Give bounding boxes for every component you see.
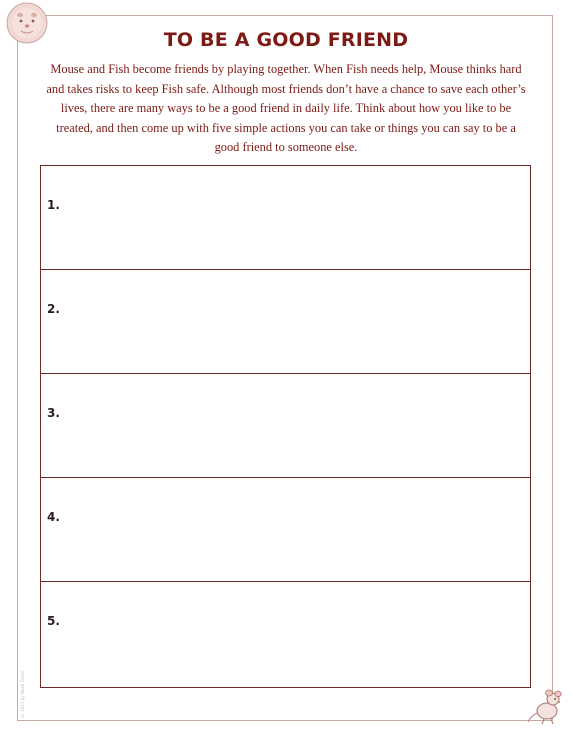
page-title: TO BE A GOOD FRIEND — [163, 29, 409, 51]
answer-number: 5. — [47, 614, 60, 628]
answer-space-5[interactable] — [69, 588, 524, 681]
answer-space-3[interactable] — [69, 380, 524, 471]
answer-number: 2. — [47, 302, 60, 316]
copyright-note: © 2023 by Noah Grant — [20, 671, 25, 718]
answer-space-1[interactable] — [69, 172, 524, 263]
answer-number: 4. — [47, 510, 60, 524]
answer-row — [41, 582, 530, 687]
answer-row — [41, 374, 530, 478]
answer-space-2[interactable] — [69, 276, 524, 367]
answer-space-4[interactable] — [69, 484, 524, 575]
answer-row — [41, 478, 530, 582]
answer-number: 1. — [47, 198, 60, 212]
answer-number: 3. — [47, 406, 60, 420]
intro-paragraph: Mouse and Fish become friends by playing together. When Fish needs help, Mouse thinks hard and takes risks to keep Fish safe. Although most friends don’t have a chance to save each other’s lives, there are many ways to be a good friend in daily life. Think about how you like to be treated, and then come up with five simple actions you can take or things you can say to be a good friend to someone else. — [46, 62, 526, 155]
answer-row — [41, 166, 530, 270]
answer-row — [41, 270, 530, 374]
mouse-icon — [522, 684, 566, 728]
answer-table — [40, 165, 531, 688]
